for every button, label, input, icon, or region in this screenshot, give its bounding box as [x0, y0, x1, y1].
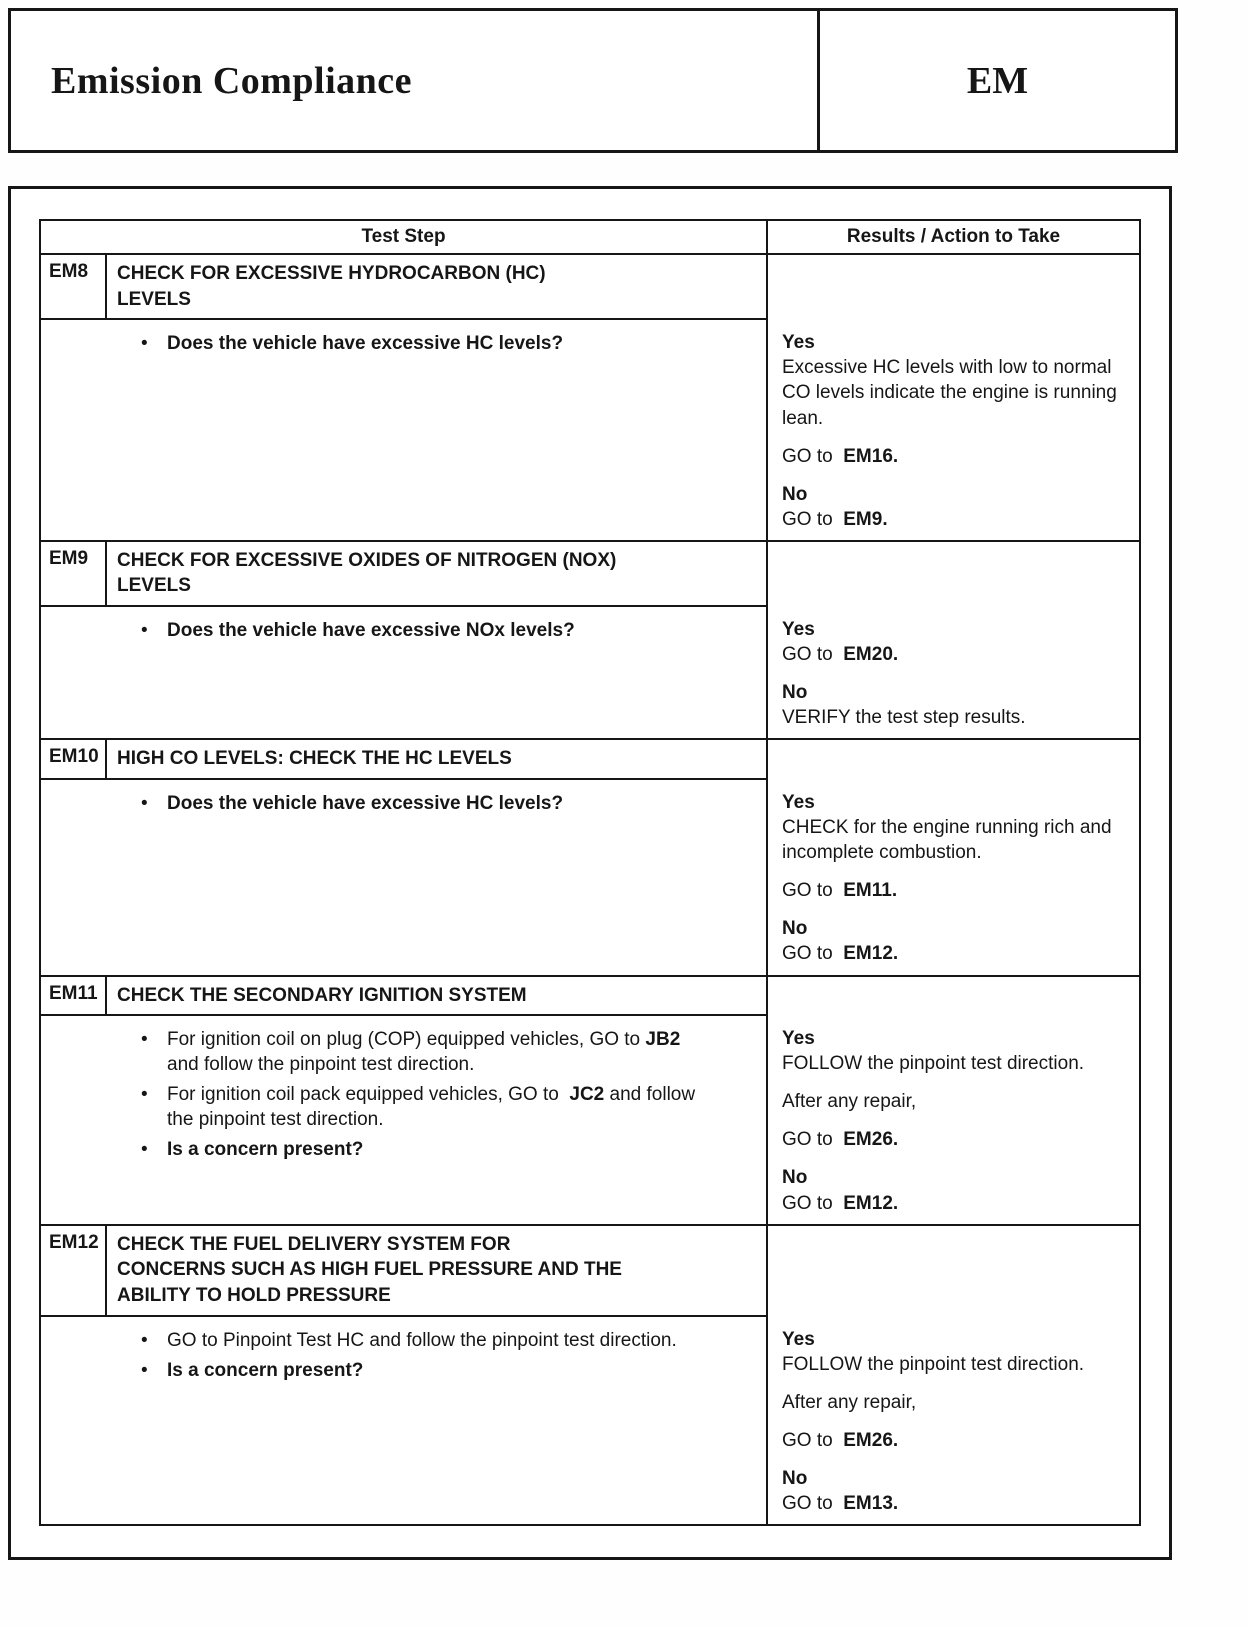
result-line	[782, 1051, 1133, 1076]
step-id: EM8	[41, 255, 107, 318]
emphasized-text: No	[782, 682, 808, 704]
bullet-icon: •	[141, 1139, 148, 1161]
bullet-icon: •	[141, 620, 148, 642]
bullet-text	[167, 1137, 363, 1162]
bullet-item	[41, 1358, 754, 1383]
text: FOLLOW the pinpoint test direction.	[782, 1353, 1085, 1375]
result-block	[782, 444, 1133, 469]
bullet-item	[41, 1082, 754, 1132]
step-title-row	[41, 255, 766, 320]
text: GO to	[782, 1192, 844, 1214]
step-title: CHECK FOR EXCESSIVE OXIDES OF NITROGEN (NOX) LEVELS	[117, 549, 617, 597]
step-title: CHECK FOR EXCESSIVE HYDROCARBON (HC) LEVELS	[117, 263, 546, 310]
text: GO to	[782, 445, 844, 467]
text: GO to	[782, 1492, 844, 1514]
step-id: EM10	[41, 740, 107, 778]
table-row	[41, 542, 1139, 741]
emphasized-text: No	[782, 1467, 808, 1489]
text: CHECK for the engine running rich and incomplete combustion.	[782, 817, 1117, 864]
result-block	[782, 1089, 1133, 1114]
results-spacer	[766, 977, 1139, 1017]
bullet-item	[41, 1328, 754, 1353]
table-row	[41, 977, 1139, 1226]
step-title: CHECK THE SECONDARY IGNITION SYSTEM	[117, 984, 527, 1006]
text: GO to Pinpoint Test HC and follow the pinpoint test direction.	[167, 1329, 677, 1351]
result-line	[782, 1466, 1133, 1491]
step-bullets	[41, 1317, 766, 1524]
bullet-text	[167, 1027, 712, 1077]
result-line	[782, 1327, 1133, 1352]
page-header-left	[11, 11, 817, 150]
bullet-text	[167, 791, 563, 816]
text: GO to	[782, 943, 844, 965]
content-box	[8, 186, 1172, 1560]
results-spacer	[766, 255, 1139, 320]
result-line	[782, 790, 1133, 815]
text: GO to	[782, 644, 844, 666]
result-block	[782, 1026, 1133, 1076]
result-block	[782, 916, 1133, 966]
result-line	[782, 482, 1133, 507]
test-step-table	[39, 219, 1141, 1526]
emphasized-text: EM26.	[843, 1129, 899, 1151]
emphasized-text: EM12.	[843, 1192, 899, 1214]
results-spacer	[766, 740, 1139, 780]
emphasized-text: Yes	[782, 792, 815, 814]
bullet-item	[41, 331, 754, 356]
step-title-cell	[107, 977, 766, 1015]
step-title: HIGH CO LEVELS: CHECK THE HC LEVELS	[117, 748, 512, 770]
emphasized-text: JC2	[569, 1084, 605, 1106]
result-block	[782, 1165, 1133, 1215]
column-header-results: Results / Action to Take	[766, 221, 1139, 253]
results-spacer	[766, 1226, 1139, 1317]
table-header-row	[41, 221, 1139, 255]
bullet-icon: •	[141, 333, 148, 355]
bullet-item	[41, 1027, 754, 1077]
bullet-text	[167, 331, 563, 356]
text: For ignition coil on plug (COP) equipped vehicles, GO to	[167, 1029, 646, 1051]
result-line	[782, 1491, 1133, 1516]
step-title-cell	[107, 740, 766, 778]
result-line	[782, 642, 1133, 667]
bullet-item	[41, 1137, 754, 1162]
bullet-icon: •	[141, 1029, 148, 1051]
table-row	[41, 1226, 1139, 1524]
result-line	[782, 815, 1133, 865]
emphasized-text: JB2	[645, 1029, 681, 1051]
result-line	[782, 916, 1133, 941]
result-line	[782, 507, 1133, 532]
step-results	[766, 320, 1139, 540]
result-line	[782, 1390, 1133, 1415]
emphasized-text: EM11.	[843, 880, 898, 902]
result-block	[782, 617, 1133, 667]
emphasized-text: EM13.	[843, 1492, 899, 1514]
result-line	[782, 1026, 1133, 1051]
result-line	[782, 1352, 1133, 1377]
step-bullets	[41, 320, 766, 540]
result-block	[782, 1390, 1133, 1415]
result-block	[782, 1428, 1133, 1453]
emphasized-text: Does the vehicle have excessive HC levels?	[167, 333, 564, 355]
bullet-icon: •	[141, 1084, 148, 1106]
result-line	[782, 1089, 1133, 1114]
result-block	[782, 330, 1133, 430]
bullet-text	[167, 1082, 712, 1132]
result-line	[782, 1165, 1133, 1190]
result-line	[782, 1127, 1133, 1152]
step-title: CHECK THE FUEL DELIVERY SYSTEM FOR CONCERNS SUCH AS HIGH FUEL PRESSURE AND THE ABILITY TO HOLD PRESSURE	[117, 1233, 622, 1306]
result-line	[782, 444, 1133, 469]
bullet-item	[41, 791, 754, 816]
text: and follow the pinpoint test direction.	[167, 1029, 686, 1076]
result-block	[782, 878, 1133, 903]
bullet-icon: •	[141, 793, 148, 815]
result-block	[782, 790, 1133, 865]
result-line	[782, 1428, 1133, 1453]
bullet-text	[167, 618, 575, 643]
text: GO to	[782, 880, 844, 902]
emphasized-text: Does the vehicle have excessive HC levels?	[167, 793, 564, 815]
text: After any repair,	[782, 1091, 917, 1113]
result-line	[782, 878, 1133, 903]
step-results	[766, 780, 1139, 974]
step-title-cell	[107, 1226, 766, 1315]
emphasized-text: No	[782, 483, 808, 505]
table-row	[41, 740, 1139, 976]
result-line	[782, 617, 1133, 642]
results-spacer	[766, 542, 1139, 607]
page-title: Emission Compliance	[51, 59, 413, 102]
emphasized-text: No	[782, 918, 808, 940]
text: VERIFY the test step results.	[782, 707, 1026, 729]
step-title-row	[41, 542, 766, 607]
result-line	[782, 705, 1133, 730]
bullet-item	[41, 618, 754, 643]
emphasized-text: Does the vehicle have excessive NOx levels?	[167, 620, 575, 642]
step-title-row	[41, 1226, 766, 1317]
result-block	[782, 1127, 1133, 1152]
step-id: EM9	[41, 542, 107, 605]
result-line	[782, 1191, 1133, 1216]
text: GO to	[782, 1129, 844, 1151]
emphasized-text: EM20.	[843, 644, 899, 666]
step-title-cell	[107, 255, 766, 318]
result-line	[782, 330, 1133, 355]
emphasized-text: Is a concern present?	[167, 1139, 364, 1161]
emphasized-text: No	[782, 1167, 808, 1189]
step-bullets	[41, 1016, 766, 1223]
step-title-row	[41, 740, 766, 780]
emphasized-text: Yes	[782, 1328, 815, 1350]
result-line	[782, 680, 1133, 705]
result-block	[782, 1466, 1133, 1516]
emphasized-text: Is a concern present?	[167, 1359, 364, 1381]
page-header-right	[817, 11, 1175, 150]
steps-container	[41, 255, 1139, 1524]
emphasized-text: Yes	[782, 332, 815, 354]
bullet-text	[167, 1328, 677, 1353]
step-results	[766, 1016, 1139, 1223]
emphasized-text: EM16.	[843, 445, 899, 467]
page-header	[8, 8, 1178, 153]
emphasized-text: Yes	[782, 1028, 815, 1050]
step-id: EM12	[41, 1226, 107, 1315]
result-block	[782, 482, 1133, 532]
emphasized-text: EM26.	[843, 1429, 899, 1451]
text: Excessive HC levels with low to normal CO levels indicate the engine is running lean.	[782, 357, 1123, 429]
step-bullets	[41, 780, 766, 974]
bullet-icon: •	[141, 1359, 148, 1381]
step-id: EM11	[41, 977, 107, 1015]
bullet-text	[167, 1358, 363, 1383]
step-title-cell	[107, 542, 766, 605]
emphasized-text: EM12.	[843, 943, 899, 965]
result-line	[782, 355, 1133, 430]
step-bullets	[41, 607, 766, 738]
text: For ignition coil pack equipped vehicles, GO to	[167, 1084, 570, 1106]
section-code: EM	[966, 59, 1029, 102]
text: After any repair,	[782, 1391, 917, 1413]
step-title-row	[41, 977, 766, 1017]
text: FOLLOW the pinpoint test direction.	[782, 1053, 1085, 1075]
emphasized-text: Yes	[782, 619, 815, 641]
text: GO to	[782, 508, 844, 530]
step-results	[766, 1317, 1139, 1524]
text: GO to	[782, 1429, 844, 1451]
table-row	[41, 255, 1139, 542]
text: and follow the pinpoint test direction.	[167, 1084, 701, 1131]
result-line	[782, 941, 1133, 966]
result-block	[782, 1327, 1133, 1377]
result-block	[782, 680, 1133, 730]
column-header-test-step: Test Step	[361, 226, 446, 247]
step-results	[766, 607, 1139, 738]
emphasized-text: EM9.	[843, 508, 888, 530]
bullet-icon: •	[141, 1329, 148, 1351]
